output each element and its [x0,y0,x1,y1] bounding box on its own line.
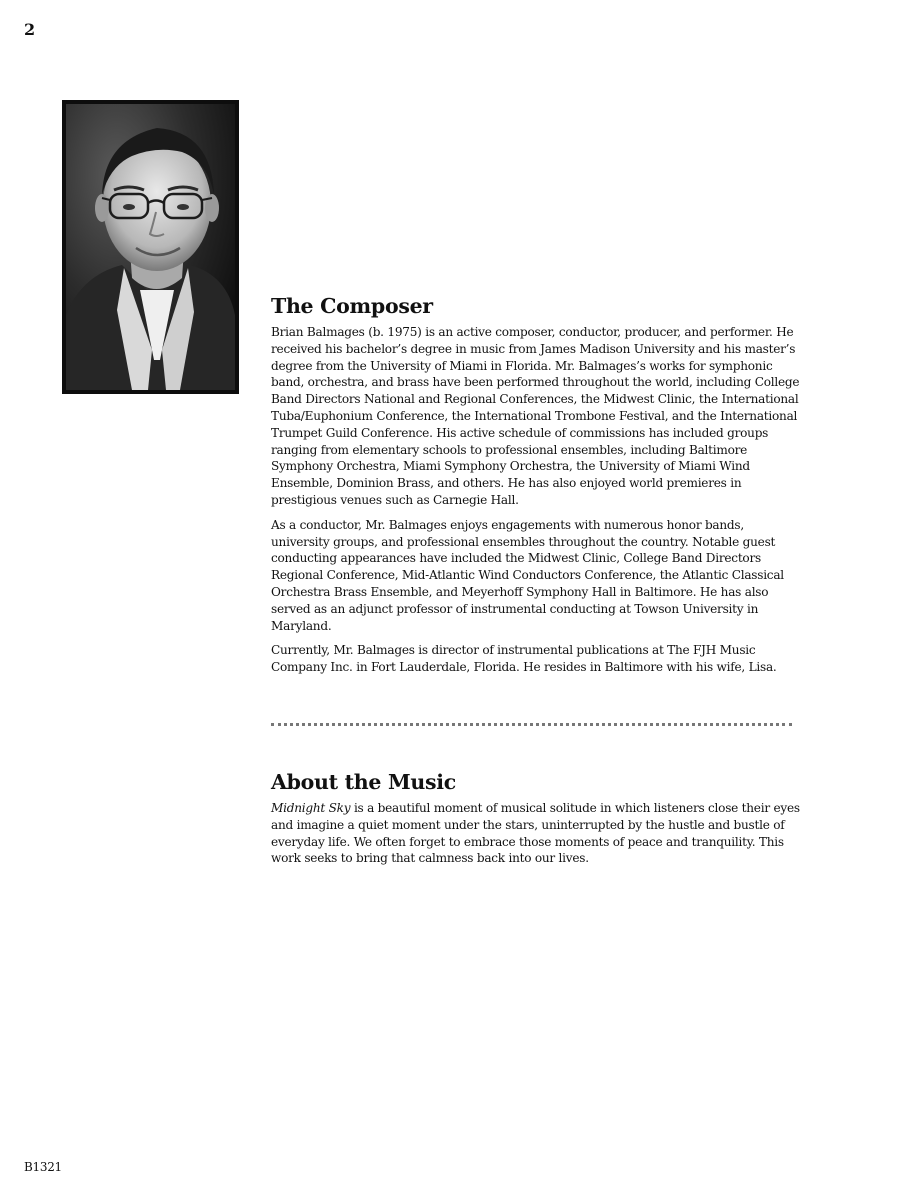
composer-paragraph: Brian Balmages (b. 1975) is an active composer, conductor, producer, and performer. He received his bachelor’s degree in music from James Madison University and his master’s degree from the University of Miami in Florida. Mr. Balmages’s works for symphonic band, orchestra, and brass have been performed throughout the world, including College Band Directors National and Regional Conferences, the Midwest Clinic, the International Tuba/Euphonium Conference, the International Trombone Festival, and the International Trumpet Guild Conference. His active schedule of commissions has included groups ranging from elementary schools to professional ensembles, including Baltimore Symphony Orchestra, Miami Symphony Orchestra, the University of Miami Wind Ensemble, Dominion Brass, and others. He has also enjoyed world premieres in prestigious venues such as Carnegie Hall. [271,325,800,507]
portrait-image [62,100,239,394]
composer-heading: The Composer [271,294,433,318]
about-music-paragraph [271,800,801,867]
composer-section [271,294,801,684]
work-title: Midnight Sky [271,801,351,815]
about-music-section [271,770,801,875]
dotted-divider [271,723,792,726]
composer-photo [62,100,239,394]
page-number: 2 [24,20,36,39]
composer-paragraph: Currently, Mr. Balmages is director of instrumental publications at The FJH Music Company Inc. in Fort Lauderdale, Florida. He resides in Baltimore with his wife, Lisa. [271,643,777,675]
catalog-code: B1321 [24,1160,62,1174]
about-music-heading: About the Music [271,770,456,794]
about-music-body: is a beautiful moment of musical solitude in which listeners close their eyes and imagine a quiet moment under the stars, uninterrupted by the hustle and bustle of everyday life. We often forget to embrace those moments of peace and tranquility. This work seeks to bring that calmness back into our lives. [271,801,800,866]
composer-paragraph: As a conductor, Mr. Balmages enjoys engagements with numerous honor bands, university groups, and professional ensembles throughout the country. Notable guest conducting appearances have included the Midwest Clinic, College Band Directors Regional Conference, Mid-Atlantic Wind Conductors Conference, the Atlantic Classical Orchestra Brass Ensemble, and Meyerhoff Symphony Hall in Baltimore. He has also served as an adjunct professor of instrumental conducting at Towson University in Maryland. [271,517,784,633]
